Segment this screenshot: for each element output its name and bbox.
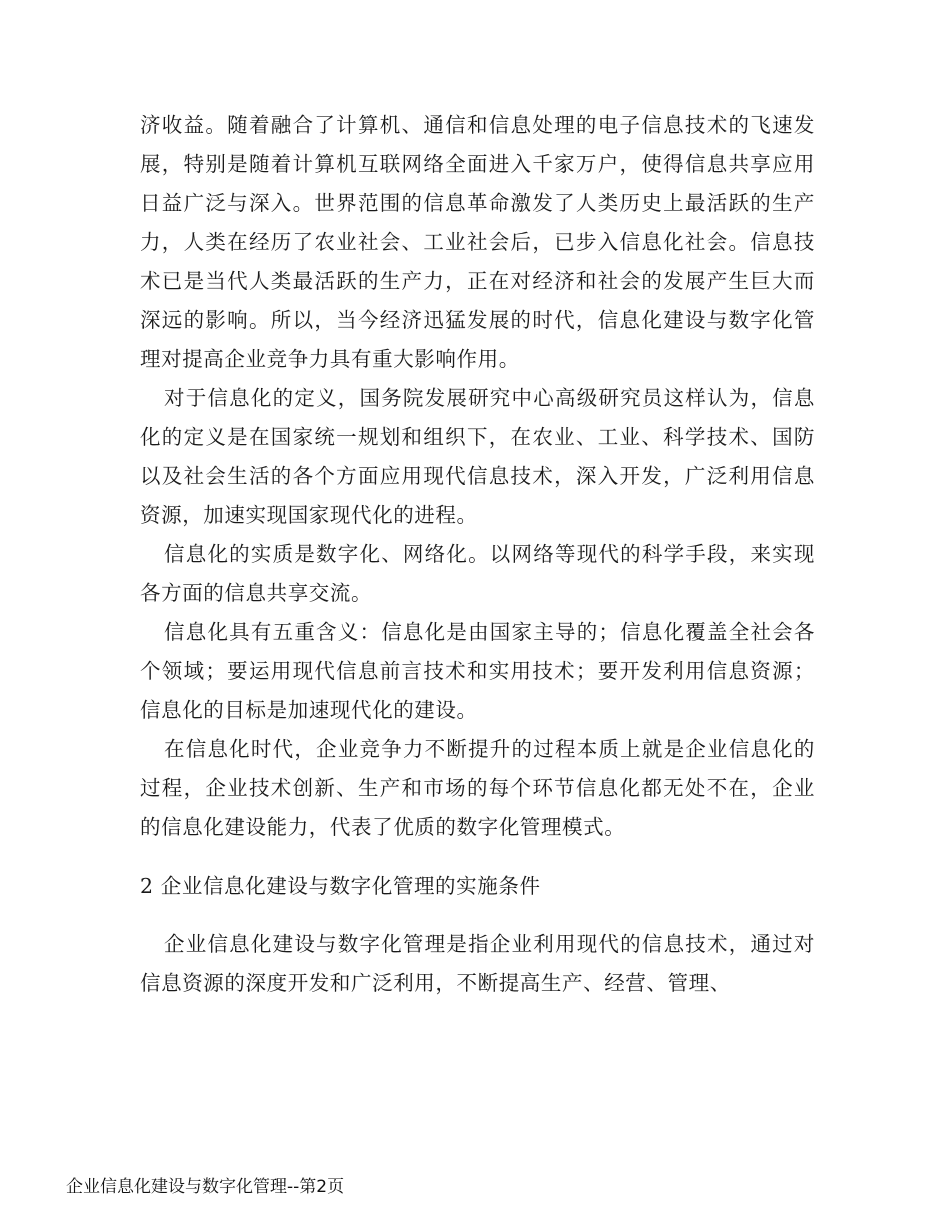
section-heading: 2 企业信息化建设与数字化管理的实施条件: [140, 874, 541, 898]
page-footer: 企业信息化建设与数字化管理--第2页: [66, 1177, 345, 1197]
paragraph-five-meanings: 信息化具有五重含义：信息化是由国家主导的；信息化覆盖全社会各个领域；要运用现代信息前言技术和实用技术；要开发利用信息资源；信息化的目标是加速现代化的建设。: [140, 620, 815, 722]
paragraph-essence: 信息化的实质是数字化、网络化。以网络等现代的科学手段，来实现各方面的信息共享交流。: [140, 542, 815, 605]
paragraph-continued: 济收益。随着融合了计算机、通信和信息处理的电子信息技术的飞速发展，特别是随着计算机互联网络全面进入千家万户，使得信息共享应用日益广泛与深入。世界范围的信息革命激发了人类历史上最活跃的生产力，人类在经历了农业社会、工业社会后，已步入信息化社会。信息技术已是当代人类最活跃的生产力，正在对经济和社会的发展产生巨大而深远的影响。所以，当今经济迅猛发展的时代，信息化建设与数字化管理对提高企业竞争力具有重大影响作用。: [140, 113, 815, 371]
paragraph-competitiveness: 在信息化时代，企业竞争力不断提升的过程本质上就是企业信息化的过程，企业技术创新、生产和市场的每个环节信息化都无处不在，企业的信息化建设能力，代表了优质的数字化管理模式。: [140, 737, 815, 839]
paragraph-section-intro: 企业信息化建设与数字化管理是指企业利用现代的信息技术，通过对信息资源的深度开发和广泛利用，不断提高生产、经营、管理、: [140, 932, 815, 995]
paragraph-definition: 对于信息化的定义，国务院发展研究中心高级研究员这样认为，信息化的定义是在国家统一规划和组织下，在农业、工业、科学技术、国防以及社会生活的各个方面应用现代信息技术，深入开发，广泛利用信息资源，加速实现国家现代化的进程。: [140, 386, 815, 527]
page-body: [140, 106, 815, 1003]
